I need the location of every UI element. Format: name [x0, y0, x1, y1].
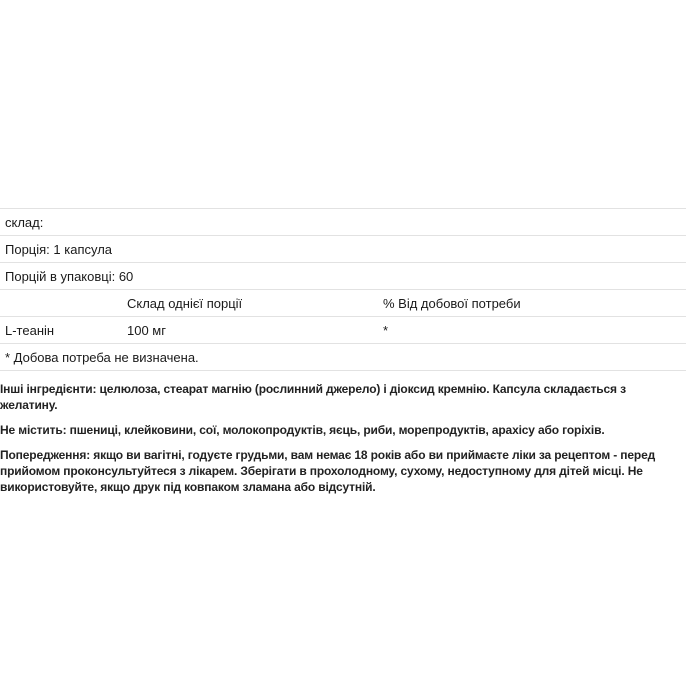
table-title-row	[0, 208, 686, 235]
ingredient-amount: 100 мг	[127, 323, 166, 338]
warning-text: Попередження: якщо ви вагітні, годуєте грудьми, вам немає 18 років або ви приймаєте ліки за рецептом - перед прийомом проконсультуйтеся з лікарем. Зберігати в прохолодному, сухому, недоступному для дітей місці. Не використовуйте, якщо друк під ковпаком зламана або відсутній.	[0, 448, 656, 494]
serving-size-row	[0, 235, 686, 262]
table-row	[0, 316, 686, 343]
table-title: склад:	[5, 215, 44, 230]
product-notes	[0, 381, 686, 504]
table-header-row	[0, 289, 686, 316]
ingredient-daily-value: *	[383, 323, 389, 338]
supplement-facts-table	[0, 208, 686, 371]
servings-per-container-row	[0, 262, 686, 289]
daily-value-footnote: * Добова потреба не визначена.	[5, 350, 199, 365]
footnote-row	[0, 343, 686, 371]
header-amount: Склад однієї порції	[127, 296, 243, 311]
other-ingredients-text: Інші інгредієнти: целюлоза, стеарат магнію (рослинний джерело) і діоксид кремнію. Капсула складається з желатину.	[0, 382, 626, 412]
does-not-contain-text: Не містить: пшениці, клейковини, сої, молокопродуктів, яєць, риби, морепродуктів, арахісу або горіхів.	[0, 423, 605, 437]
servings-per-container: Порцій в упаковці: 60	[5, 269, 134, 284]
ingredient-name: L-теанін	[5, 323, 55, 338]
header-daily-value: % Від добової потреби	[383, 296, 521, 311]
serving-size: Порція: 1 капсула	[5, 242, 113, 257]
